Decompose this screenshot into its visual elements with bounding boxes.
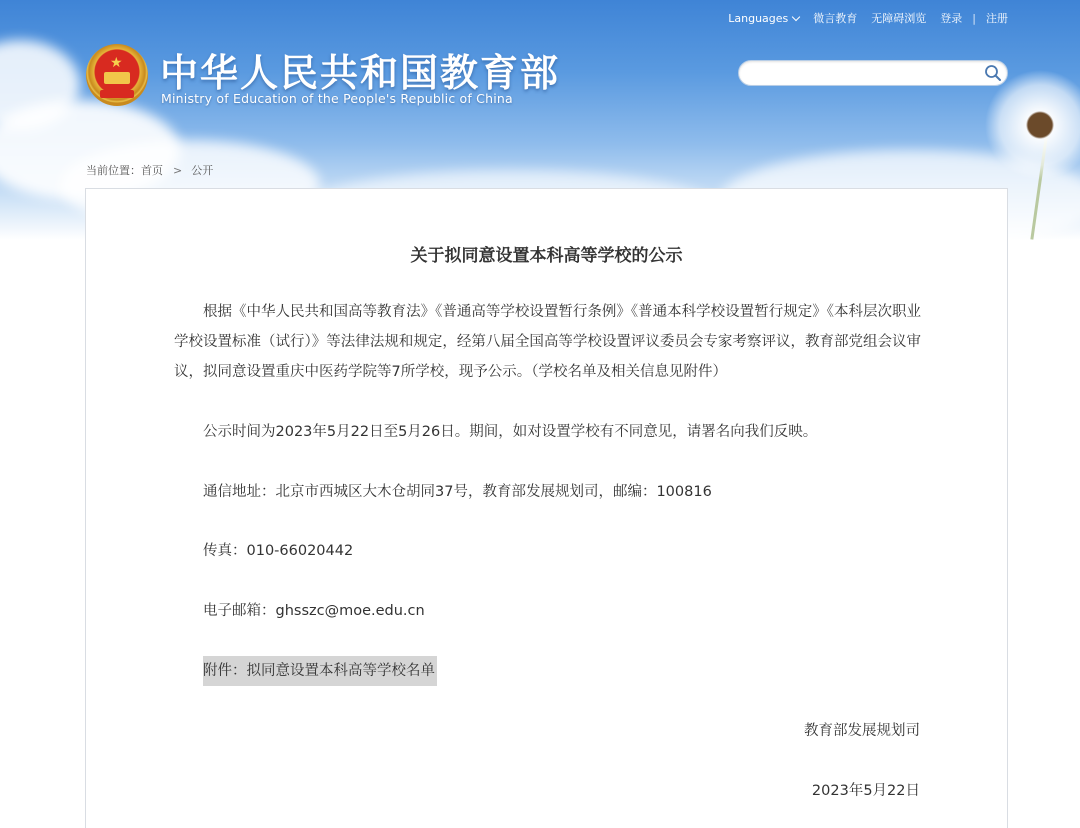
site-title[interactable]: 中华人民共和国教育部 xyxy=(160,51,561,95)
accessible-browsing-link[interactable]: 无障碍浏览 xyxy=(871,12,927,25)
search-icon xyxy=(984,64,1002,82)
weibo-link[interactable]: 微言教育 xyxy=(813,12,858,25)
article-date: 2023年5月22日 xyxy=(811,783,920,799)
top-links xyxy=(728,10,1008,26)
search-box xyxy=(738,60,1008,86)
star-icon: ★ xyxy=(110,55,123,71)
article-paragraph: 公示时间为2023年5月22日至5月26日。期间，如对设置学校有不同意见，请署名向我们反映。 xyxy=(203,424,818,440)
breadcrumb-home-link[interactable]: 首页 xyxy=(141,164,163,177)
breadcrumb xyxy=(86,162,213,178)
tiananmen-gate-shape xyxy=(104,72,130,84)
search-input[interactable] xyxy=(739,61,979,85)
site-subtitle-en: Ministry of Education of the People's Republic of China xyxy=(161,91,513,106)
emblem-ribbon-shape xyxy=(100,90,134,98)
chevron-down-icon xyxy=(792,12,800,20)
article-signer: 教育部发展规划司 xyxy=(804,723,920,739)
article-paragraph: 根据《中华人民共和国高等教育法》《普通高等学校设置暂行条例》《普通本科学校设置暂行规定》《本科层次职业学校设置标准（试行）》等法律法规和规定，经第八届全国高等学校设置评议委员会专家考察评议，教育部党组会议审议，拟同意设置重庆中医药学院等7所学校，现予公示。（学校名单及相关信息见附件） xyxy=(174,304,921,380)
search-button[interactable] xyxy=(979,60,1007,86)
register-link[interactable]: 注册 xyxy=(986,12,1008,25)
languages-label: Languages xyxy=(728,11,789,25)
languages-dropdown[interactable] xyxy=(728,12,799,25)
attachment-link[interactable]: 附件：拟同意设置本科高等学校名单 xyxy=(203,656,437,686)
login-link[interactable]: 登录 xyxy=(940,12,963,25)
contact-address: 通信地址：北京市西城区大木仓胡同37号，教育部发展规划司，邮编：100816 xyxy=(203,484,712,500)
breadcrumb-separator: > xyxy=(173,163,183,177)
breadcrumb-prefix: 当前位置： xyxy=(86,164,141,177)
link-separator: | xyxy=(972,11,976,25)
contact-email: 电子邮箱：ghsszc@moe.edu.cn xyxy=(203,603,425,619)
article-container xyxy=(85,188,1008,828)
article-title: 关于拟同意设置本科高等学校的公示 xyxy=(410,246,683,266)
national-emblem-icon[interactable] xyxy=(86,44,148,106)
contact-fax: 传真：010-66020442 xyxy=(203,543,354,559)
breadcrumb-current[interactable]: 公开 xyxy=(191,164,214,177)
